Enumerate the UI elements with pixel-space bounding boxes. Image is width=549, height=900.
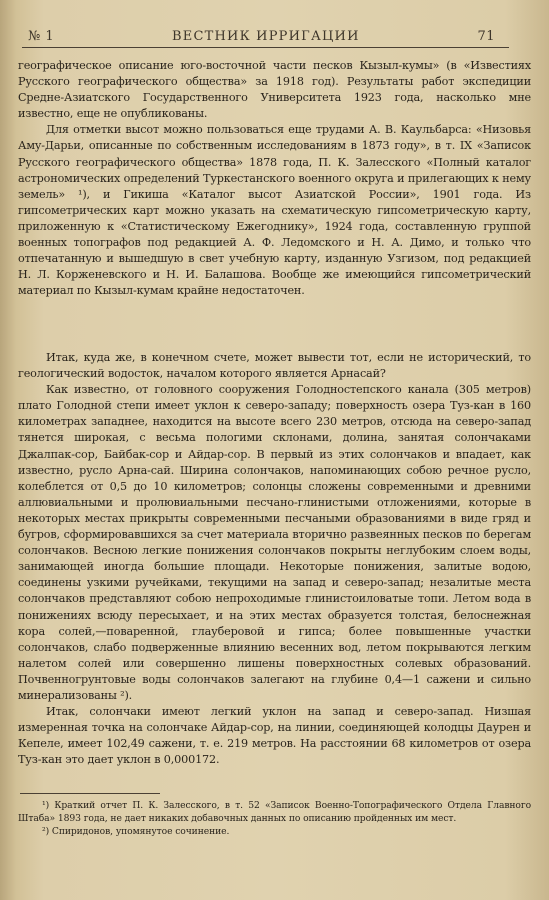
footnote-1: ¹) Краткий отчет П. К. Залесского, в т. 52 «Записок Военно-Топографического Отдела Главного Штаба» 1893 года, не дает никаких добавочных данных по описанию пройденных им мест. <box>18 800 531 824</box>
issue-number: № 1 <box>28 29 55 44</box>
header-rule <box>22 47 509 48</box>
paragraph: Итак, куда же, в конечном счете, может вывести тот, если не исторический, то геологический водосток, началом которого является Арнасай? <box>18 351 531 381</box>
paragraph: Итак, солончаки имеют легкий уклон на запад и северо-запад. Низшая измеренная точка на солончаке Айдар-сор, на линии, соединяющей колодцы Даурен и Кепеле, имеет 102,49 сажени, т. е. 219 метров. На расстоянии 68 километров от озера Туз-кан это дает уклон в 0,000172. <box>18 705 531 767</box>
footnote-2: ²) Спиридонов, упомянутое сочинение. <box>42 826 230 837</box>
page-number: 71 <box>477 29 495 44</box>
paragraph: географическое описание юго-восточной части песков Кызыл-кумы» (в «Известиях Русского географического общества» за 1918 год). Результаты работ экспедиции Средне-Азиатского Государственного Университета 1923 года, насколько мне известно, еще не опубликованы. <box>18 59 531 121</box>
journal-title: ВЕСТНИК ИРРИГАЦИИ <box>172 29 360 44</box>
text-block-main <box>18 350 531 768</box>
paragraph: Для отметки высот можно пользоваться еще трудами А. В. Каульбарса: «Низовья Аму-Дарьи, описанные по собственным исследованиям в 1873 году», в т. IX «Записок Русского географического общества» 1878 года, П. К. Залесского «Полный каталог астрономических определений Туркестанского военного округа и прилегающих к нему земель» ¹), и Гикиша «Каталог высот Азиатской России», 1901 года. Из гипсометрических карт можно указать на схематическую гипсометрическую карту, приложенную к «Статистическому Ежегоднику», 1924 года, составленную группой военных топографов под редакцией А. Ф. Ледомского и Н. А. Димо, и только что отпечатанную и вышедшую в свет учебную карту, изданную Узгизом, под редакцией Н. Л. Корженевского и Н. И. Балашова. Вообще же имеющийся гипсометрический материал по Кызыл-кумам крайне недостаточен. <box>18 123 531 298</box>
running-head <box>28 22 495 44</box>
text-block-top <box>18 58 531 299</box>
footnote-rule <box>20 793 160 794</box>
paragraph: Как известно, от головного сооружения Голодностепского канала (305 метров) плато Голодной степи имеет уклон к северо-западу; поверхность озера Туз-кан в 160 километрах западнее, находится на высоте всего 230 метров, отсюда на северо-запад тянется широкая, с весьма пологими склонами, долина, занятая солончаками Джалпак-сор, Байбак-сор и Айдар-сор. В первый из этих солончаков и впадает, как известно, русло Арна-сай. Ширина солончаков, напоминающих собою речное русло, колеблется от 0,5 до 10 километров; солонцы сложены современными и древними аллювиальными и пролювиальными песчано-глинистыми отложениями, которые в некоторых местах прикрыты современными песчаными образованиями в виде гряд и бугров, сформировавшихся за счет материала вторично развеянных песков по берегам солончаков. Весною легкие понижения солончаков покрыты неглубоким слоем воды, занимающей иногда большие площади. Некоторые понижения, залитые водою, соединены узкими ручейками, текущими на запад и северо-запад; незалитые места солончаков представляют собою непроходимые глинистоиловатые топи. Летом вода в понижениях всюду пересыхает, и на этих местах образуется толстая, белоснежная кора солей,—поваренной, глауберовой и гипса; более повышенные участки солончаков, слабо подверженные влиянию весенних вод, летом покрываются легким налетом солей или совершенно лишены поверхностных солевых образований. Почвенногрунтовые воды солончаков залегают на глубине 0,4—1 сажени и сильно минерализованы ²). <box>18 383 531 702</box>
footnotes <box>18 799 531 838</box>
